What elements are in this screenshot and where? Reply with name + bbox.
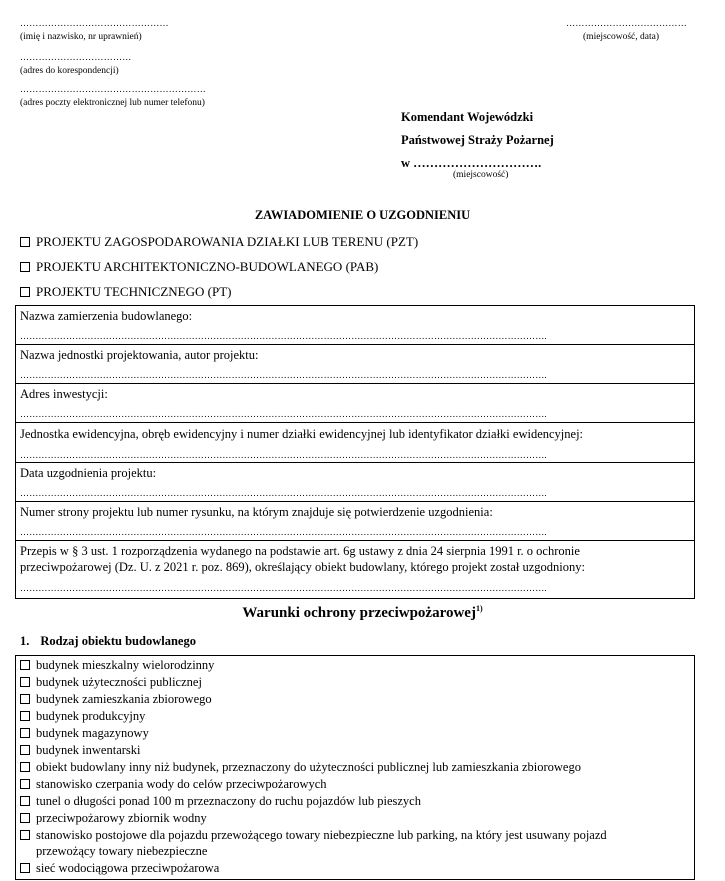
field-designer[interactable] <box>16 344 694 384</box>
footnote-marker: 1) <box>475 604 483 613</box>
checkbox[interactable] <box>20 779 30 789</box>
checkbox[interactable] <box>20 660 30 670</box>
field-label: Nazwa zamierzenia budowlanego: <box>20 309 193 323</box>
checkbox[interactable] <box>20 262 30 272</box>
document-title: ZAWIADOMIENIE O UZGODNIENIU <box>254 208 471 222</box>
project-type-pzt[interactable] <box>20 234 418 250</box>
email-dots: …………………………………………………… <box>20 84 206 94</box>
item-label: budynek mieszkalny wielorodzinny <box>36 658 215 672</box>
building-type-item[interactable] <box>20 657 214 673</box>
checkbox[interactable] <box>20 677 30 687</box>
field-label: Jednostka ewidencyjna, obręb ewidencyjny i numer działki ewidencyjnej lub identyfikator działki ewidencyjnej: <box>20 427 584 441</box>
field-regulation[interactable] <box>16 540 694 601</box>
building-type-item[interactable] <box>20 827 607 843</box>
checkbox[interactable] <box>20 830 30 840</box>
checkbox[interactable] <box>20 711 30 721</box>
field-label: Przepis w § 3 ust. 1 rozporządzenia wydanego na podstawie art. 6g ustawy z dnia 24 sierpnia 1991 r. o ochronie <box>20 544 580 558</box>
building-types-box <box>15 655 695 880</box>
fill-line: ………………………………………………………………………………………………………………………………………………………. <box>20 370 547 380</box>
field-label: Numer strony projektu lub numer rysunku, na którym znajduje się potwierdzenie uzgodnienia: <box>20 505 493 519</box>
item-label: przeciwpożarowy zbiornik wodny <box>36 811 207 825</box>
fill-line: ………………………………………………………………………………………………………………………………………………………. <box>20 331 547 341</box>
field-investment-address[interactable] <box>16 383 694 423</box>
building-type-item[interactable] <box>20 793 421 809</box>
project-type-pt[interactable] <box>20 284 231 300</box>
recipient-place-label: (miejscowość) <box>453 170 509 180</box>
field-label: Nazwa jednostki projektowania, autor projektu: <box>20 348 259 362</box>
field-approval-date[interactable] <box>16 462 694 502</box>
item-label: budynek użyteczności publicznej <box>36 675 202 689</box>
item-label: budynek produkcyjny <box>36 709 146 723</box>
checkbox[interactable] <box>20 813 30 823</box>
checkbox[interactable] <box>20 287 30 297</box>
item-label: budynek inwentarski <box>36 743 141 757</box>
field-project-name[interactable] <box>16 306 694 344</box>
item-label: stanowisko czerpania wody do celów przeciwpożarowych <box>36 777 327 791</box>
recipient-line-3: w …………………………. <box>401 156 542 170</box>
field-page-number[interactable] <box>16 501 694 541</box>
building-type-item[interactable] <box>20 708 145 724</box>
checkbox[interactable] <box>20 728 30 738</box>
checkbox[interactable] <box>20 863 30 873</box>
name-dots: ………………………………………… <box>20 18 169 28</box>
address-dots: ……………………………… <box>20 52 132 62</box>
fields-table <box>15 305 695 599</box>
item-label: tunel o długości ponad 100 m przeznaczony do ruchu pojazdów lub pieszych <box>36 794 421 808</box>
name-label: (imię i nazwisko, nr uprawnień) <box>20 32 142 42</box>
address-label: (adres do korespondencji) <box>20 66 119 76</box>
checkbox[interactable] <box>20 745 30 755</box>
subsection-heading <box>20 634 196 649</box>
project-type-label: PROJEKTU ZAGOSPODAROWANIA DZIAŁKI LUB TERENU (PZT) <box>36 234 419 249</box>
building-type-item[interactable] <box>20 725 149 741</box>
field-label: Data uzgodnienia projektu: <box>20 466 157 480</box>
building-type-item[interactable] <box>20 860 219 876</box>
fill-line: ………………………………………………………………………………………………………………………………………………………. <box>20 450 547 460</box>
building-type-item[interactable] <box>20 674 202 690</box>
building-type-item[interactable] <box>20 691 212 707</box>
item-label: budynek zamieszkania zbiorowego <box>36 692 212 706</box>
building-type-item[interactable] <box>20 810 207 826</box>
building-type-item[interactable] <box>20 776 327 792</box>
recipient-line-2: Państwowej Straży Pożarnej <box>401 133 554 147</box>
section-title <box>0 604 725 622</box>
email-label: (adres poczty elektronicznej lub numer telefonu) <box>20 98 205 108</box>
field-label-continued: przeciwpożarowej (Dz. U. z 2021 r. poz. 869), określający obiekt budowlany, którego projekt został uzgodniony: <box>20 560 585 574</box>
checkbox[interactable] <box>20 762 30 772</box>
place-date-label: (miejscowość, data) <box>583 32 659 42</box>
subsection-title: Rodzaj obiektu budowlanego <box>40 634 196 648</box>
fill-line: ………………………………………………………………………………………………………………………………………………………. <box>20 488 547 498</box>
subsection-number: 1. <box>20 634 30 648</box>
checkbox[interactable] <box>20 237 30 247</box>
building-type-item-continued: przewożący towary niebezpieczne <box>36 844 208 858</box>
building-type-item[interactable] <box>20 742 141 758</box>
section-title-text: Warunki ochrony przeciwpożarowej <box>242 605 476 621</box>
field-plot[interactable] <box>16 422 694 463</box>
recipient-line-1: Komendant Wojewódzki <box>401 110 534 124</box>
item-label: obiekt budowlany inny niż budynek, przeznaczony do użyteczności publicznej lub zamieszkania zbiorowego <box>36 760 581 774</box>
item-label: stanowisko postojowe dla pojazdu przewożącego towary niebezpieczne lub parking, na który jest usuwany pojazd <box>36 828 607 842</box>
project-type-label: PROJEKTU ARCHITEKTONICZNO-BUDOWLANEGO (PAB) <box>36 259 379 274</box>
item-label: budynek magazynowy <box>36 726 149 740</box>
checkbox[interactable] <box>20 796 30 806</box>
field-label: Adres inwestycji: <box>20 387 108 401</box>
item-label: sieć wodociągowa przeciwpożarowa <box>36 861 220 875</box>
fill-line: ………………………………………………………………………………………………………………………………………………………. <box>20 409 547 419</box>
place-date-dots: ………………………………… <box>566 18 687 28</box>
project-type-pab[interactable] <box>20 259 378 275</box>
fill-line: ………………………………………………………………………………………………………………………………………………………. <box>20 583 547 593</box>
building-type-item[interactable] <box>20 759 581 775</box>
checkbox[interactable] <box>20 694 30 704</box>
fill-line: ………………………………………………………………………………………………………………………………………………………. <box>20 527 547 537</box>
project-type-label: PROJEKTU TECHNICZNEGO (PT) <box>36 284 232 299</box>
